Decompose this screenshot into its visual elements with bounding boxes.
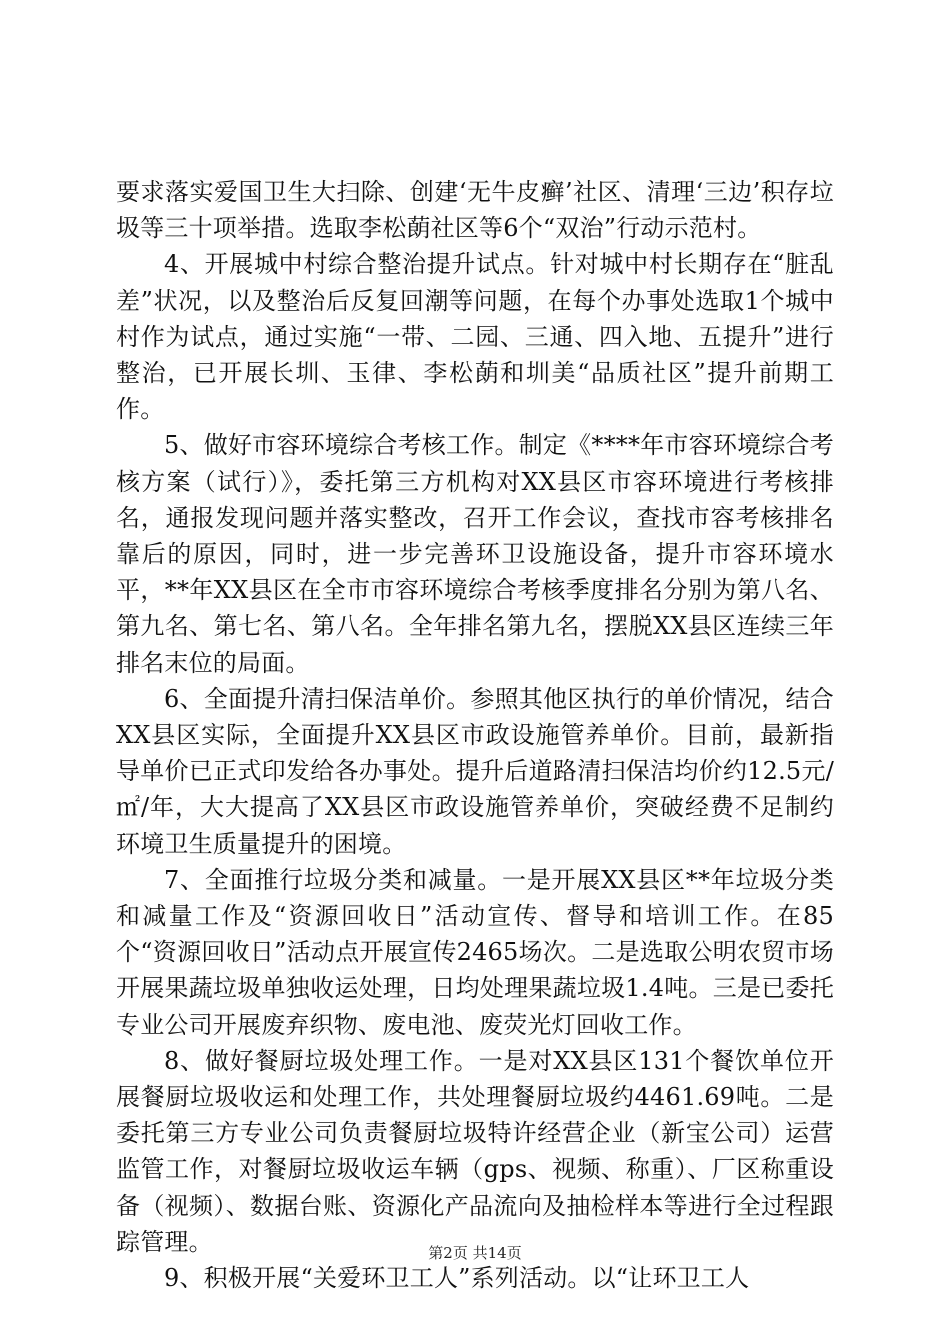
paragraph-item-4: 4、开展城中村综合整治提升试点。针对城中村长期存在“脏乱差”状况，以及整治后反复回潮等问题，在每个办事处选取1个城中村作为试点，通过实施“一带、二园、三通、四入地、五提升”进行整治，已开展长圳、玉律、李松蓢和圳美“品质社区”提升前期工作。: [116, 250, 834, 424]
page-number-footer: 第2页 共14页: [428, 1244, 522, 1262]
paragraph-continuation: 要求落实爱国卫生大扫除、创建‘无牛皮癣’社区、清理‘三边’积存垃圾等三十项举措。选取李松蓢社区等6个“双治”行动示范村。: [116, 178, 834, 243]
paragraph-item-5: 5、做好市容环境综合考核工作。制定《****年市容环境综合考核方案（试行）》，委托第三方机构对XX县区市容环境进行考核排名，通报发现问题并落实整改，召开工作会议，查找市容考核排名靠后的原因，同时，进一步完善环卫设施设备，提升市容环境水平，**年XX县区在全市市容环境综合考核季度排名分别为第八名、第九名、第七名、第八名。全年排名第九名，摆脱XX县区连续三年排名末位的局面。: [116, 431, 834, 677]
paragraph-item-9: 9、积极开展“关爱环卫工人”系列活动。以“让环卫工人: [164, 1264, 750, 1293]
paragraph-item-7: 7、全面推行垃圾分类和减量。一是开展XX县区**年垃圾分类和减量工作及“资源回收日”活动宣传、督导和培训工作。在85个“资源回收日”活动点开展宣传2465场次。二是选取公明农贸市场开展果蔬垃圾单独收运处理，日均处理果蔬垃圾1.4吨。三是已委托专业公司开展废弃织物、废电池、废荧光灯回收工作。: [116, 865, 834, 1039]
paragraph-item-8: 8、做好餐厨垃圾处理工作。一是对XX县区131个餐饮单位开展餐厨垃圾收运和处理工作，共处理餐厨垃圾约4461.69吨。二是委托第三方专业公司负责餐厨垃圾特许经营企业（新宝公司）运营监管工作，对餐厨垃圾收运车辆（gps、视频、称重）、厂区称重设备（视频）、数据台账、资源化产品流向及抽检样本等进行全过程跟踪管理。: [116, 1046, 834, 1256]
body-text: [116, 174, 834, 1296]
paragraph-item-6: 6、全面提升清扫保洁单价。参照其他区执行的单价情况，结合XX县区实际，全面提升XX县区市政设施管养单价。目前，最新指导单价已正式印发给各办事处。提升后道路清扫保洁均价约12.5元/㎡/年，大大提高了XX县区市政设施管养单价，突破经费不足制约环境卫生质量提升的困境。: [116, 684, 834, 858]
